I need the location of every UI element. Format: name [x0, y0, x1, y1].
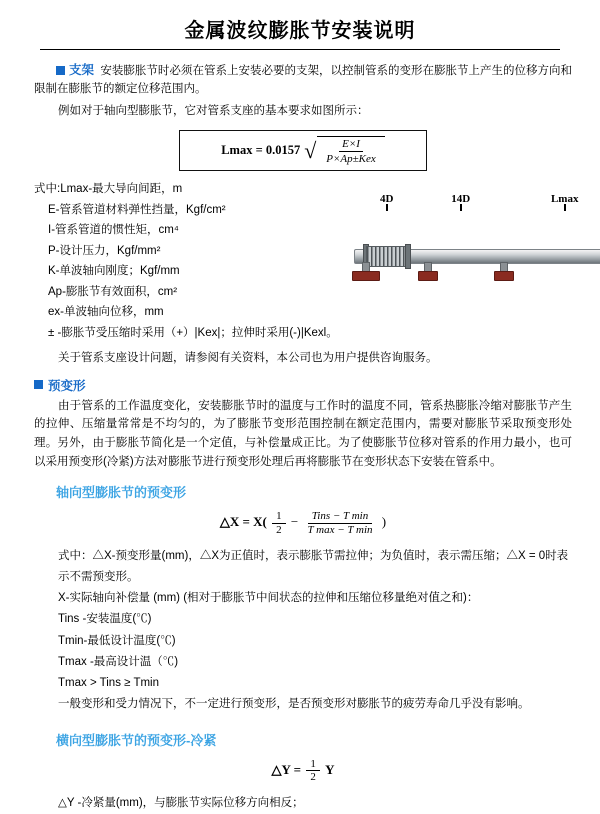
radical-sign-icon: √: [304, 140, 316, 162]
equation-rhs: ): [382, 514, 386, 529]
support-para-3: 关于管系支座设计问题，请参阅有关资料，本公司也为用户提供咨询服务。: [34, 349, 572, 368]
axial-note-item: 式中：△X-预变形量(mm)，△X为正值时，表示膨胀节需拉伸；为负值时，表示需压缩；△X = 0时表示不需预变形。: [58, 546, 572, 589]
axial-pre-deform-heading: 轴向型膨胀节的预变形: [34, 482, 572, 501]
definition-item: I-管系管道的惯性矩，cm⁴: [34, 220, 338, 240]
page-title: 金属波纹膨胀节安装说明: [0, 14, 600, 43]
lmax-formula: [179, 130, 427, 171]
lmax-numerator: E×I: [339, 138, 363, 152]
equation-half-fraction: $\frac{1}{2}$: [272, 510, 286, 536]
bellows-flange-right: [405, 244, 411, 269]
document-page: [0, 14, 600, 751]
support-guide-1: [418, 262, 436, 280]
pre-deform-para-1: 由于管系的工作温度变化，安装膨胀节时的温度与工作时的温度不同，管系热膨胀冷缩对膨胀节产生的拉伸、压缩量常常是不均匀的，为了膨胀节变形范围控制在额定范围内，需要对膨胀节采取预变形处理。另外，由于膨胀节简化是一个定值，与补偿量成正比。为了使膨胀节位移对管系的作用力最小，也可以采用预变形(冷紧)方法对膨胀节进行预变形处理后再将膨胀节在变形状态下安装在管系中。: [34, 397, 572, 472]
lateral-pre-deform-heading: 横向型膨胀节的预变形-冷紧: [34, 730, 572, 749]
dimension-4d: 4D: [356, 193, 418, 207]
dimension-lmax: Lmax: [504, 193, 600, 207]
lateral-equation-rhs: Y: [325, 762, 334, 777]
support-para-1: 安装膨胀节时必须在管系上安装必要的支架，以控制管系的变形在膨胀节上产生的位移方向和限制在膨胀节的额定位移范围内。: [34, 65, 572, 95]
bullet-square-icon: [56, 66, 65, 75]
equation-lhs: △X = X(: [220, 514, 267, 529]
document-body: [0, 60, 600, 814]
definition-item: E-管系管道材料弹性挡量，Kgf/cm²: [34, 200, 338, 220]
lmax-denominator: P×Ap±Kex: [323, 152, 379, 165]
support-heading: 支架: [69, 63, 94, 77]
axial-note-item: 一般变形和受力情况下，不一定进行预变形，是否预变形对膨胀节的疲劳寿命几乎没有影响。: [58, 694, 572, 715]
definition-list: [34, 179, 338, 343]
definition-item: ex-单波轴向位移，mm: [34, 302, 338, 322]
axial-note-item: X-实际轴向补偿量 (mm) (相对于膨胀节中间状态的拉伸和压缩位移量绝对值之和)：: [58, 588, 572, 609]
pre-deform-heading: 预变形: [48, 376, 86, 394]
definitions-and-diagram: [34, 179, 572, 343]
axial-note-item: Tins -安装温度(℃): [58, 609, 572, 630]
equation-minus-sign: −: [291, 514, 298, 529]
lmax-fraction: [317, 136, 385, 165]
axial-notes: [34, 546, 572, 716]
diagram-dimension-row: [344, 193, 600, 213]
lmax-formula-radical: [304, 136, 385, 165]
lateral-note-item: △Y -冷紧量(mm)，与膨胀节实际位移方向相反；: [58, 793, 572, 814]
lateral-equation-lhs: △Y =: [272, 762, 302, 777]
definition-item: P-设计压力，Kgf/mm²: [34, 241, 338, 261]
axial-note-item: Tmax > Tins ≥ Tmin: [58, 673, 572, 694]
definition-item: 式中:Lmax-最大导向间距，m: [34, 179, 338, 199]
axial-note-item: Tmin-最低设计温度(℃): [58, 631, 572, 652]
support-para-2: 例如对于轴向型膨胀节，它对管系支座的基本要求如图所示：: [34, 102, 572, 121]
equation-temperature-fraction: $\frac{\text{Tins − T min}}{\text{T max − T min}}$: [303, 510, 376, 536]
title-divider: [40, 49, 560, 50]
axial-pre-deform-equation: [34, 510, 572, 536]
dimension-14d: 14D: [424, 193, 498, 207]
axial-support-diagram: [344, 193, 600, 303]
support-guide-2: [494, 262, 512, 280]
support-diagram-column: [344, 179, 600, 303]
support-section-intro: [34, 60, 572, 99]
definition-item: Ap-膨胀节有效面积，cm²: [34, 282, 338, 302]
lateral-note: [34, 793, 572, 814]
lateral-equation-fraction: $\frac{1}{2}$: [306, 758, 320, 784]
lmax-formula-lhs: Lmax = 0.0157: [221, 143, 300, 158]
lateral-pre-deform-equation: [34, 758, 572, 784]
pipe-assembly: [344, 229, 600, 299]
definition-item: K-单波轴向刚度；Kgf/mm: [34, 261, 338, 281]
pre-deform-heading-row: [34, 376, 572, 394]
axial-note-item: Tmax -最高设计温（℃): [58, 652, 572, 673]
support-anchor-1: [352, 262, 378, 280]
definition-item: ± -膨胀节受压缩时采用（+）|Kex|；拉伸时采用(-)|Kexl。: [34, 323, 338, 343]
bullet-square-icon: [34, 380, 43, 389]
